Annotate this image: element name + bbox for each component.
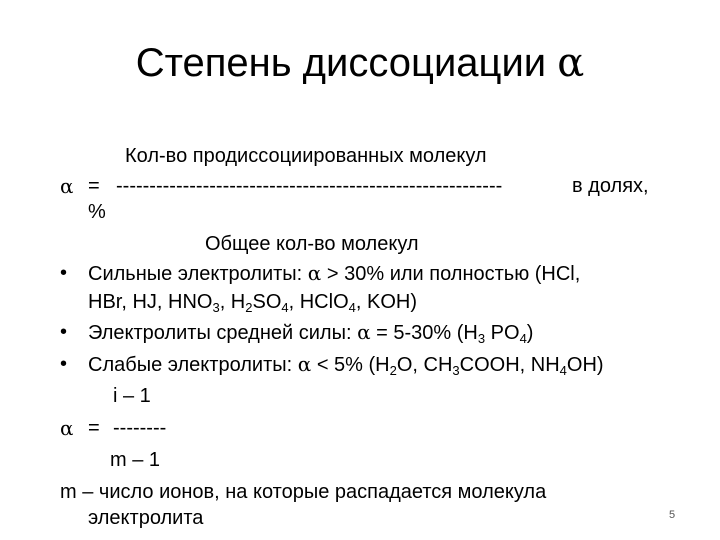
formula-text: , H: [219, 291, 246, 313]
formula1-fraction-line: ----------------------------------------------------------: [116, 175, 503, 197]
bullet-text: COOH, NH: [459, 354, 560, 376]
subscript: 4: [559, 363, 567, 378]
subscript: 3: [212, 300, 220, 315]
bullet-marker: •: [60, 262, 68, 284]
formula-text: , HClO: [288, 291, 349, 313]
alpha-symbol: α: [557, 40, 585, 86]
subscript: 2: [245, 300, 253, 315]
formula2-numerator: i – 1: [113, 385, 151, 407]
bullet-text: Слабые электролиты:: [88, 354, 298, 376]
note-line1: m – число ионов, на которые распадается молекула: [60, 481, 547, 503]
bullet-text: < 5% (H: [311, 354, 390, 376]
formula2-equals: =: [88, 417, 100, 439]
subscript: 4: [281, 300, 289, 315]
formula1-unit: в долях,: [572, 175, 649, 197]
bullet-marker: •: [60, 321, 68, 343]
bullet-text: = 5-30% (H: [370, 322, 478, 344]
bullet-text: Электролиты средней силы:: [88, 322, 358, 344]
bullet-medium-electrolytes: [60, 319, 534, 346]
bullet-text: O, CH: [396, 354, 453, 376]
note-line2: электролита: [88, 507, 204, 529]
title-text: Степень диссоциации: [135, 41, 547, 85]
formula1-percent: %: [88, 201, 106, 223]
alpha-symbol: α: [60, 416, 74, 440]
subscript: 4: [519, 331, 527, 346]
formula1-equals: =: [88, 175, 100, 197]
bullet-weak-electrolytes: [60, 351, 604, 378]
formula-text: HBr, HJ, HNO: [88, 291, 213, 313]
subscript: 2: [389, 363, 397, 378]
formula2-alpha: [60, 415, 74, 442]
slide-title: [0, 40, 720, 86]
formula1-alpha: [60, 173, 74, 200]
bullet-text: OH): [566, 354, 604, 376]
bullet-strong-electrolytes: [60, 260, 581, 287]
page-number: 5: [669, 509, 676, 521]
alpha-symbol: α: [357, 320, 371, 344]
bullet-text: PO: [485, 322, 520, 344]
subscript: 3: [477, 331, 486, 346]
formula1-numerator: Кол-во продиссоциированных молекул: [125, 145, 487, 167]
alpha-symbol: α: [307, 261, 322, 285]
formula2-denominator: m – 1: [110, 449, 161, 471]
formula-text: SO: [252, 291, 282, 313]
subscript: 4: [348, 300, 356, 315]
alpha-symbol: α: [60, 174, 74, 198]
bullet-text: ): [526, 322, 534, 344]
alpha-symbol: α: [297, 352, 312, 376]
subscript: 3: [452, 363, 460, 378]
bullet-text: > 30% или полностью (HCl,: [321, 263, 581, 285]
bullet-marker: •: [60, 353, 68, 375]
formula1-denominator: Общее кол-во молекул: [205, 233, 419, 255]
formula-text: , KOH): [355, 291, 417, 313]
bullet-strong-electrolytes-line2: [88, 289, 417, 315]
formula2-fraction-line: --------: [113, 417, 167, 439]
bullet-text: Сильные электролиты:: [88, 263, 308, 285]
